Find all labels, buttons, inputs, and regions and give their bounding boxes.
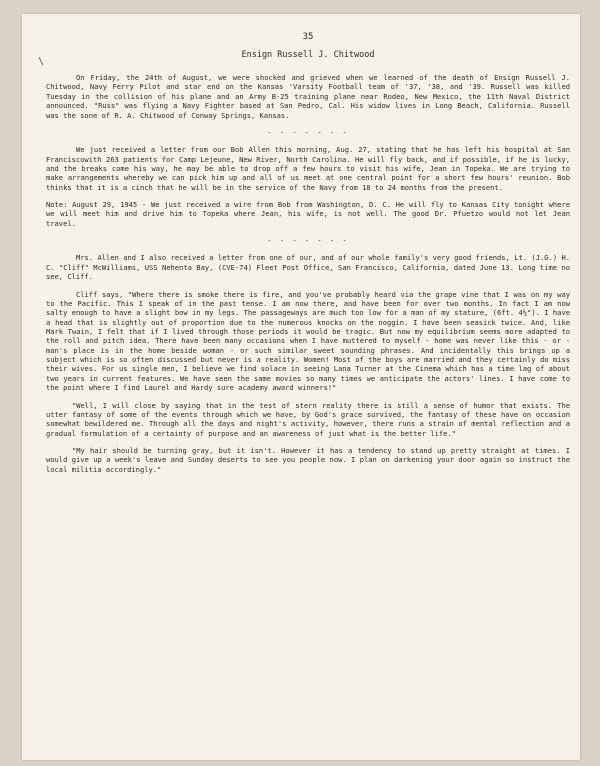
paragraph-chitwood: On Friday, the 24th of August, we were shocked and grieved when we learned of the death of Ensign Russell J. Chitwood, Navy Ferry Pilot and star end on the Kansas 'Varsity Football team of '37, '38, and '39. Russell was killed Tuesday in the collision of his plane and an Army B-25 training plane near Rodeo, New Mexico, the 11th Naval District announced. "Russ" was flying a Navy Fighter based at San Pedro, Cal. His widow lives in Long Beach, California. Russell was the sone of R. A. Chitwood of Conway Springs, Kansas. <box>46 73 570 120</box>
paragraph-bob-allen: We just received a letter from our Bob Allen this morning, Aug. 27, stating that he has left his hospital at San Franciscowith 263 patients for Camp Lejeune, New River, North Carolina. He will fly back, and if possible, if he is lucky, and the breaks come his way, he may be able to drop off a few hours to visit his wife, Jean in Topeka. We are trying to make arrangements whereby we can pick him up and all of us meet at one central point for a short few hours' reunion. Bob thinks that it is a cinch that he will be in the service of the Navy from 18 to 24 months from the present. <box>46 145 570 192</box>
paragraph-note: Note: August 29, 1945 - We just received a wire from Bob from Washington, D. C. He will fly to Kansas City tonight where we will meet him and drive him to Topeka where Jean, his wife, is not well. The good Dr. Pfuetzo would not let Jean travel. <box>46 200 570 228</box>
typed-page <box>46 32 570 754</box>
paragraph-cliff-says: Cliff says, "Where there is smoke there is fire, and you've probably heard via the grape vine that I was on my way to the Pacific. This I speak of in the past tense. I am now there, and have been for over two months. In fact I am now salty enough to have a slight bow in my legs. The passageways are much too low for a man of my stature, (6ft. 4½"). I have a head that is slightly out of proportion due to the numerous knocks on the noggin. I have been seasick twice. And, like Mark Twain, I felt that if I lived through those periods it would be tragic. But now my equilibrium seems more adapted to the roll and pitch idea. There have been many occasions when I have muttered to myself - home was never like this - or - man's place is in the home beside woman - or such similar sweet sounding phrases. And incidentally this brings up a subject which is so often discussed but never is a reality. Women! Most of the boys are married and they certainly do miss their wives. For us single men, I believe we find solace in seeing Lana Turner at the Cinema which has a time lag of about two years in current features. We have seen the same movies so many times we anticipate the actors' lines. I have come to the point where I find Laurel and Hardy sure academy award winners!" <box>46 289 570 393</box>
separator-2: - - - - - - - <box>267 236 349 246</box>
paragraph-cliff-hair: "My hair should be turning gray, but it isn't. However it has a tendency to stand up pretty straight at times. I would give up a week's leave and Sunday deserts to see you people now. I plan on darkening your door again so instruct the local militia accordingly." <box>46 445 570 474</box>
document-sheet <box>22 14 580 760</box>
paragraph-cliff-close: "Well, I will close by saying that in the test of stern reality there is still a sense of humor that exists. The utter fantasy of some of the events through which we have, by God's grace survived, the fantasy of these have on occasion somewhat bewildered me. Through all the days and night's activity, however, there runs a strain of mental reflection and a gradual formulation of a certainty of purpose and an awareness of just what is the better life." <box>46 400 570 438</box>
page-number: 35 <box>302 32 314 42</box>
paragraph-cliff-intro: Mrs. Allen and I also received a letter from one of our, and of our whole family's very good friends, Lt. (J.G.) H. C. "Cliff" McWilliams, USS Nehenta Bay, (CVE-74) Fleet Post Office, San Francisco, California, dated June 13. Long time no see, Cliff. <box>46 253 570 282</box>
article-title: Ensign Russell J. Chitwood <box>241 49 375 60</box>
margin-mark: \ <box>38 56 45 67</box>
separator-1: - - - - - - - <box>267 127 349 137</box>
